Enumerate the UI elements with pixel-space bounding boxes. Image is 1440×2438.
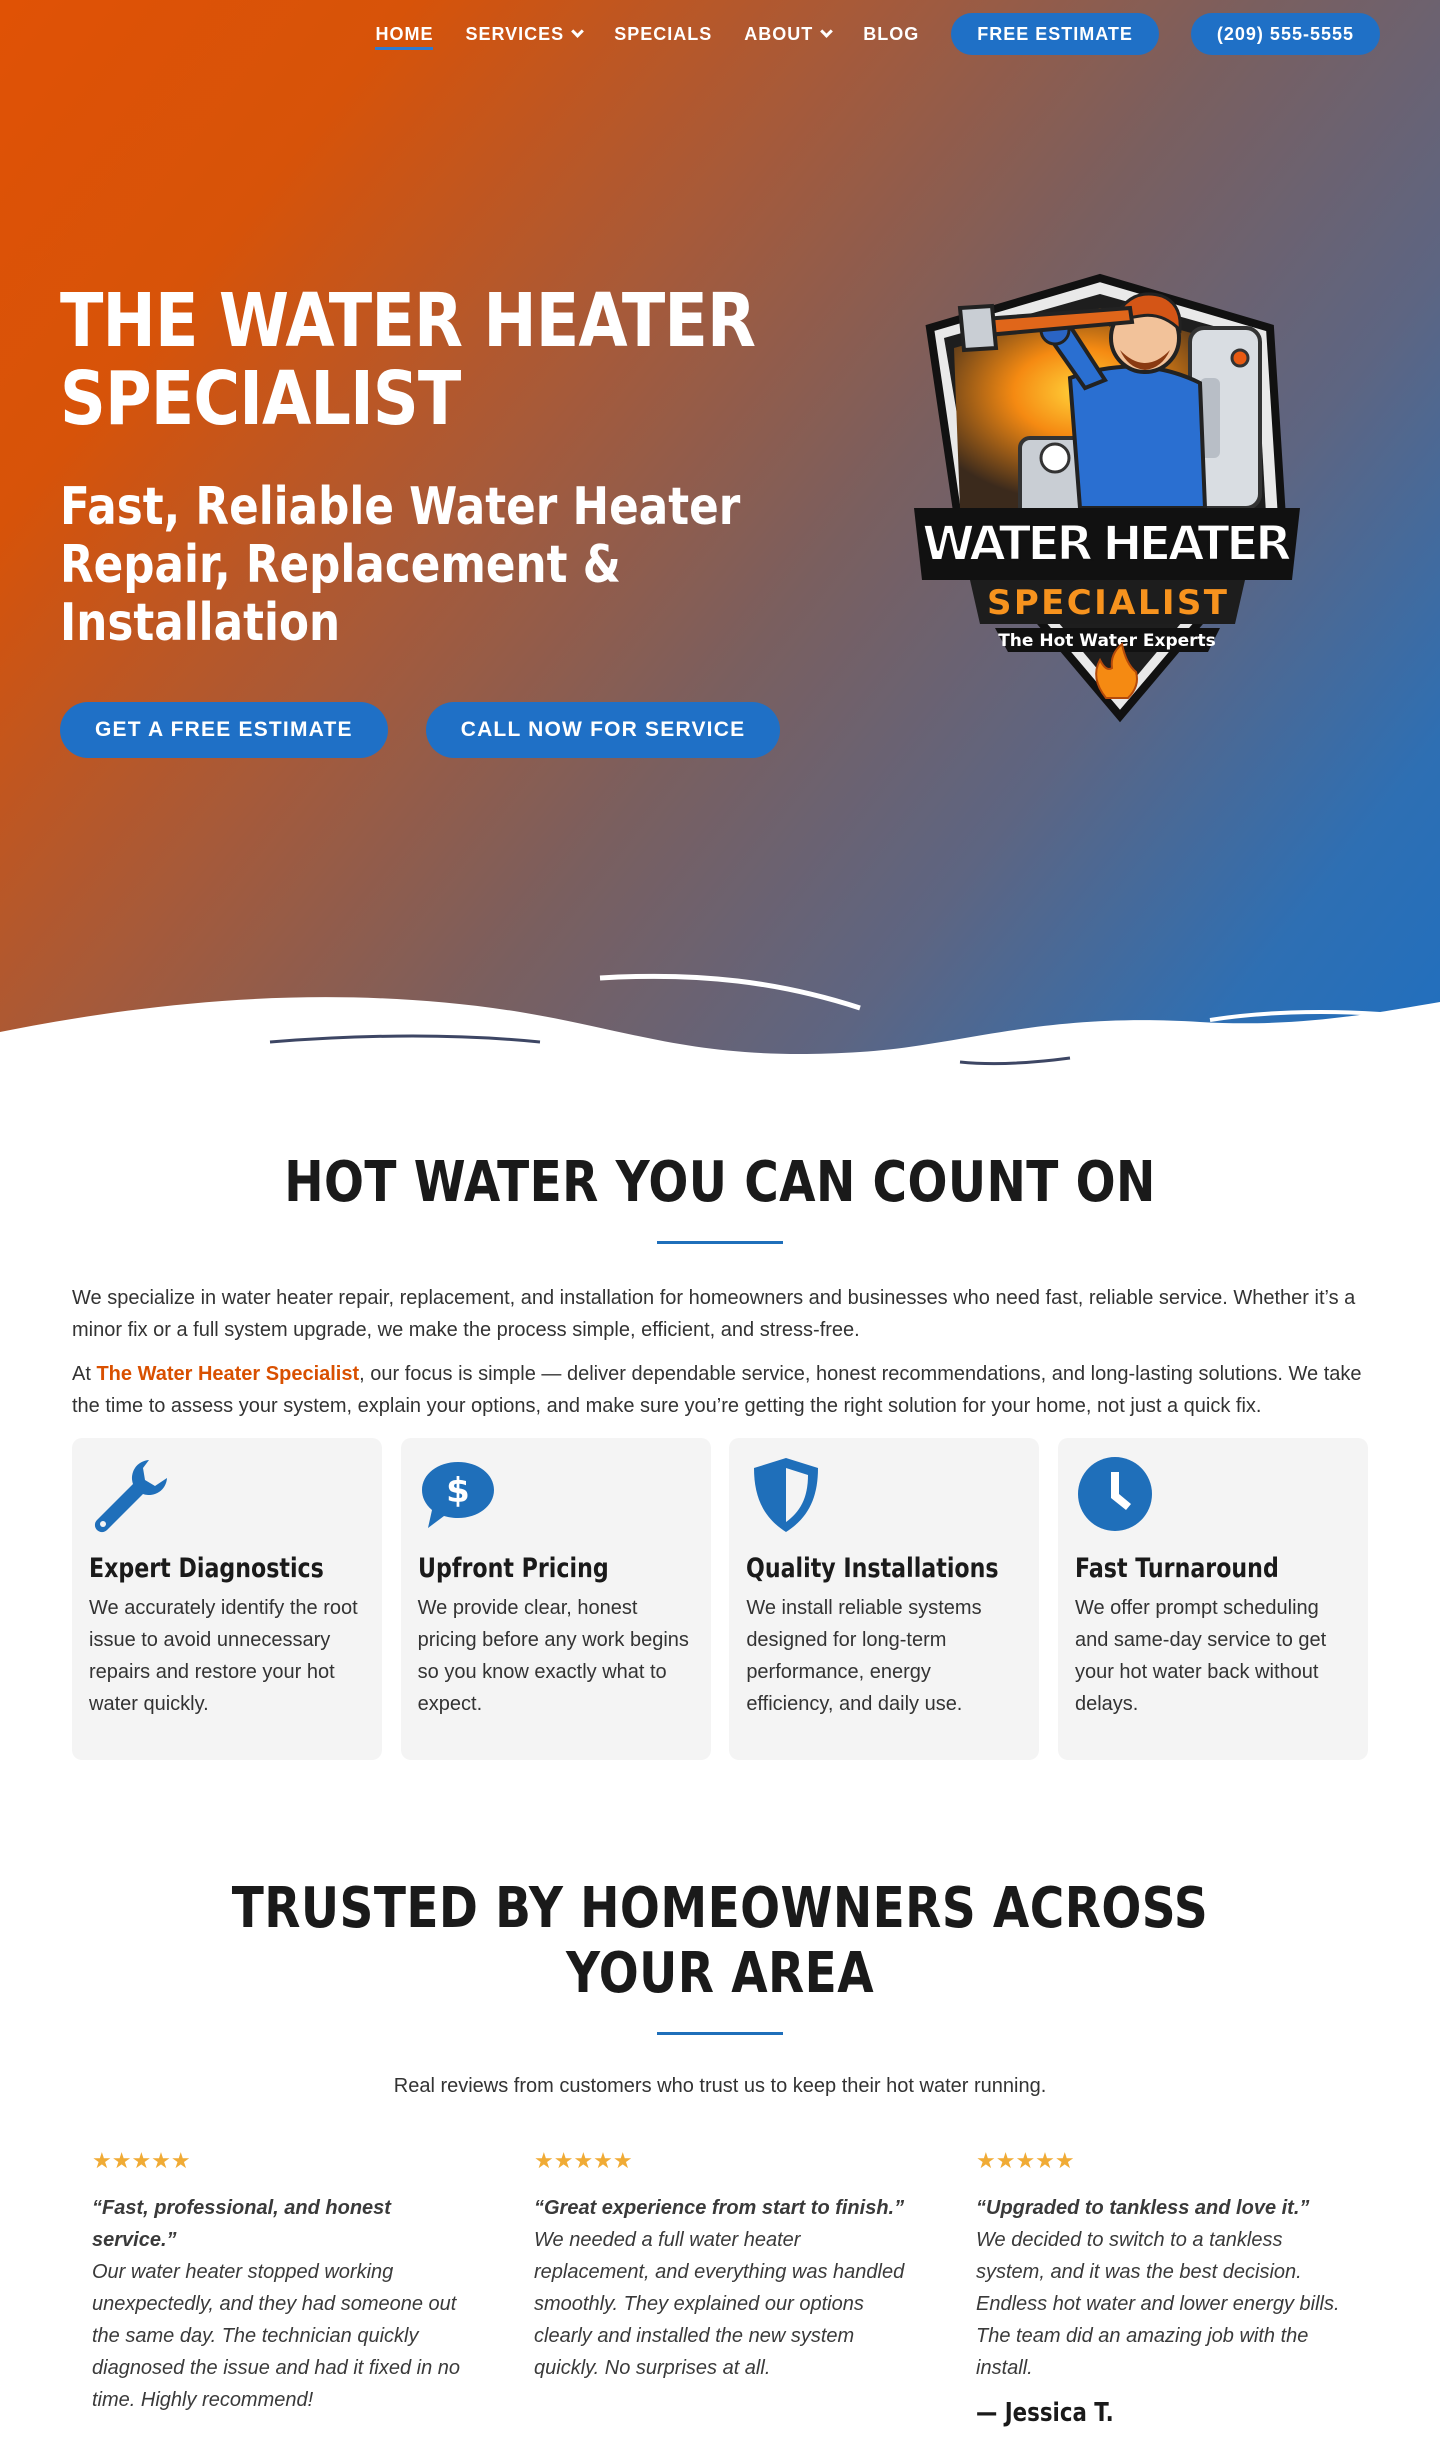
review-card (534, 2148, 906, 2430)
intro-paragraph-1: We specialize in water heater repair, replacement, and installation for homeowners and businesses who need fast, reliable service. Whether it’s a minor fix or a full system upgrade, we make the process simple, efficient, and stress-free. (72, 1287, 1356, 1341)
star-rating: ★★★★★ (976, 2148, 1075, 2173)
review-text: We decided to switch to a tankless system, and it was the best decision. Endless hot water and lower energy bills. The team did an amazing job with the install. (976, 2229, 1340, 2379)
feature-title: Expert Diagnostics (89, 1553, 324, 1584)
company-name-highlight: The Water Heater Specialist (96, 1363, 360, 1385)
nav-blog[interactable]: BLOG (863, 23, 920, 44)
dollar-chat-icon (418, 1454, 498, 1534)
logo-line2: SPECIALIST (987, 583, 1227, 623)
star-rating: ★★★★★ (534, 2148, 633, 2173)
review-quote: “Fast, professional, and honest service.” (92, 2197, 391, 2251)
nav-about[interactable]: ABOUT (744, 14, 831, 54)
section-heading: HOT WATER YOU CAN COUNT ON (284, 1150, 1156, 1215)
heading-divider (657, 2032, 783, 2035)
main-nav (375, 14, 1380, 54)
reviews-section (0, 1800, 1440, 2430)
hero-title: THE WATER HEATER SPECIALIST (60, 278, 756, 442)
logo-tagline: The Hot Water Experts (998, 631, 1216, 651)
feature-card (401, 1438, 711, 1760)
review-card (976, 2148, 1348, 2430)
nav-specials[interactable]: SPECIALS (614, 23, 713, 44)
hero-section (0, 0, 1440, 1092)
get-estimate-button[interactable]: GET A FREE ESTIMATE (60, 702, 388, 758)
clock-icon (1075, 1454, 1155, 1534)
wave-divider (0, 942, 1440, 1092)
review-quote: “Great experience from start to finish.” (534, 2197, 905, 2219)
review-text: Our water heater stopped working unexpectedly, and they had someone out the same day. The technician quickly diagnosed the issue and had it fixed in no time. Highly recommend! (92, 2261, 461, 2411)
star-rating: ★★★★★ (92, 2148, 191, 2173)
review-text: We needed a full water heater replacement, and everything was handled smoothly. They explained our options clearly and installed the new system quickly. No surprises at all. (534, 2229, 905, 2379)
review-quote: “Upgraded to tankless and love it.” (976, 2197, 1310, 2219)
feature-text: We offer prompt scheduling and same-day service to get your hot water back without delays. (1074, 1597, 1327, 1715)
reviews-list (72, 2148, 1368, 2430)
section-heading: TRUSTED BY HOMEOWNERS ACROSS YOUR AREA (231, 1876, 1209, 2006)
feature-title: Upfront Pricing (417, 1553, 609, 1584)
nav-services[interactable]: SERVICES (465, 14, 582, 54)
feature-text: We accurately identify the root issue to avoid unnecessary repairs and restore your hot water quickly. (89, 1597, 358, 1715)
feature-text: We provide clear, honest pricing before any work begins so you know exactly what to expect. (417, 1597, 689, 1715)
chevron-down-icon (820, 25, 833, 38)
feature-cards (72, 1438, 1368, 1760)
review-card (92, 2148, 464, 2430)
feature-card (729, 1438, 1039, 1760)
hero-subtitle: Fast, Reliable Water Heater Repair, Replacement & Installation (60, 477, 741, 653)
review-author: — Jessica T. (976, 2398, 1114, 2428)
feature-text: We install reliable systems designed for long-term performance, energy efficiency, and daily use. (746, 1597, 982, 1715)
hero-content (60, 278, 880, 758)
svg-text:$: $ (445, 1471, 470, 1511)
feature-title: Fast Turnaround (1074, 1553, 1279, 1584)
wrench-icon (89, 1454, 169, 1534)
nav-home[interactable]: HOME (375, 14, 433, 54)
logo-line1: WATER HEATER (922, 516, 1292, 572)
intro-section (0, 1092, 1440, 1800)
brand-logo (900, 268, 1340, 724)
chevron-down-icon (571, 25, 584, 38)
intro-paragraph-2: At The Water Heater Specialist, our focus is simple — deliver dependable service, honest recommendations, and long-lasting solutions. We take the time to assess your system, explain your options, and make sure you’re getting the right solution for your home, not just a quick fix. (72, 1363, 1362, 1417)
shield-icon (746, 1454, 826, 1534)
free-estimate-button[interactable]: FREE ESTIMATE (951, 13, 1159, 55)
reviews-intro: Real reviews from customers who trust us to keep their hot water running. (393, 2075, 1047, 2097)
hero-buttons (60, 702, 880, 758)
phone-button[interactable]: (209) 555-5555 (1191, 13, 1380, 55)
feature-title: Quality Installations (746, 1553, 999, 1584)
feature-card (1058, 1438, 1368, 1760)
feature-card (72, 1438, 382, 1760)
call-now-button[interactable]: CALL NOW FOR SERVICE (426, 702, 781, 758)
heading-divider (657, 1241, 783, 1244)
